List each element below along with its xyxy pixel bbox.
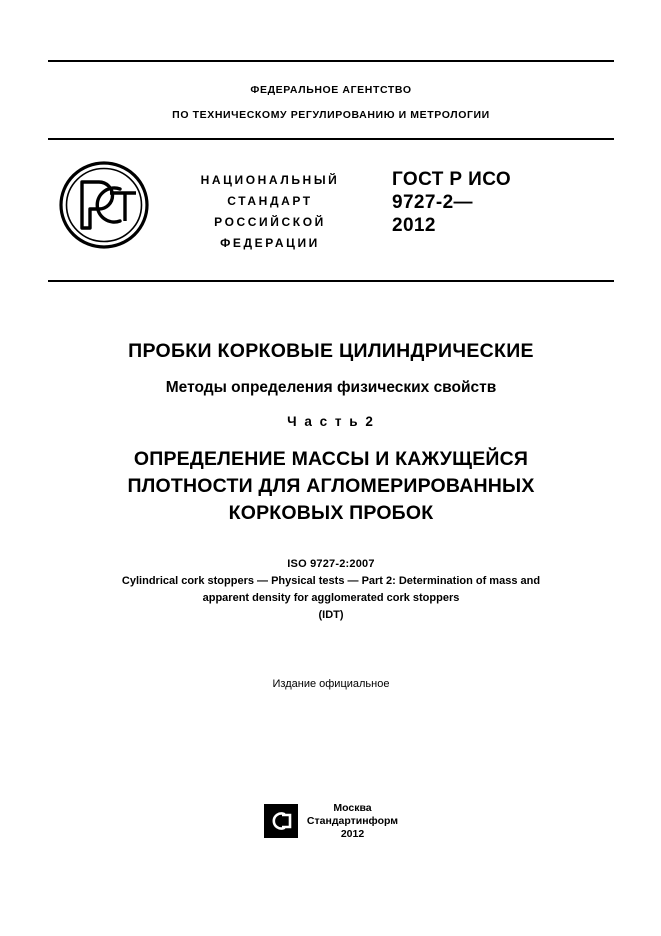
standard-number	[380, 158, 614, 237]
document-subtitle: Методы определения физических свойств	[165, 379, 497, 396]
publisher-text	[307, 802, 398, 841]
identity-block	[48, 140, 614, 278]
gost-r-emblem-icon	[58, 160, 150, 250]
iso-number: ISO 9727-2:2007	[287, 558, 375, 570]
iso-reference-block	[48, 557, 614, 622]
national-line-4: ФЕДЕРАЦИИ	[220, 236, 320, 250]
national-standard-label	[160, 158, 380, 254]
scope-title-line-1: ОПРЕДЕЛЕНИЕ МАССЫ И КАЖУЩЕЙСЯ	[133, 448, 529, 470]
scope-title-line-2: ПЛОТНОСТИ ДЛЯ АГЛОМЕРИРОВАННЫХ	[127, 475, 535, 497]
national-line-1: НАЦИОНАЛЬНЫЙ	[200, 173, 340, 187]
title-block	[48, 282, 614, 527]
scope-title-line-3: КОРКОВЫХ ПРОБОК	[228, 502, 434, 524]
official-edition-note: Издание официальное	[272, 678, 390, 690]
national-line-3: РОССИЙСКОЙ	[214, 215, 326, 229]
document-title: ПРОБКИ КОРКОВЫЕ ЦИЛИНДРИЧЕСКИЕ	[128, 340, 534, 362]
publisher-name: Стандартинформ	[306, 815, 399, 827]
publisher-city: Москва	[333, 802, 372, 814]
standartinform-logo-icon	[264, 804, 298, 838]
publisher-year: 2012	[340, 828, 365, 840]
publisher-block	[48, 802, 614, 843]
standard-number-line-2: 9727-2—	[392, 192, 473, 213]
publisher-mark-container	[264, 802, 298, 843]
iso-equivalence-note: (IDT)	[318, 609, 344, 621]
iso-title-line-1: Cylindrical cork stoppers — Physical tests — Part 2: Determination of mass and	[121, 575, 541, 587]
agency-line-2: ПО ТЕХНИЧЕСКОМУ РЕГУЛИРОВАНИЮ И МЕТРОЛОГИИ	[172, 109, 490, 121]
standard-number-line-1: ГОСТ Р ИСО	[392, 169, 512, 190]
agency-block	[48, 62, 614, 121]
title-sheet	[48, 60, 614, 880]
iso-title-line-2: apparent density for agglomerated cork stoppers	[202, 592, 460, 604]
agency-line-1: ФЕДЕРАЛЬНОЕ АГЕНТСТВО	[250, 84, 412, 96]
emblem-container	[48, 158, 160, 250]
scope-title	[48, 446, 614, 527]
standard-number-line-3: 2012	[392, 215, 436, 236]
part-label: Ч а с т ь 2	[287, 414, 375, 429]
national-line-2: СТАНДАРТ	[227, 194, 313, 208]
